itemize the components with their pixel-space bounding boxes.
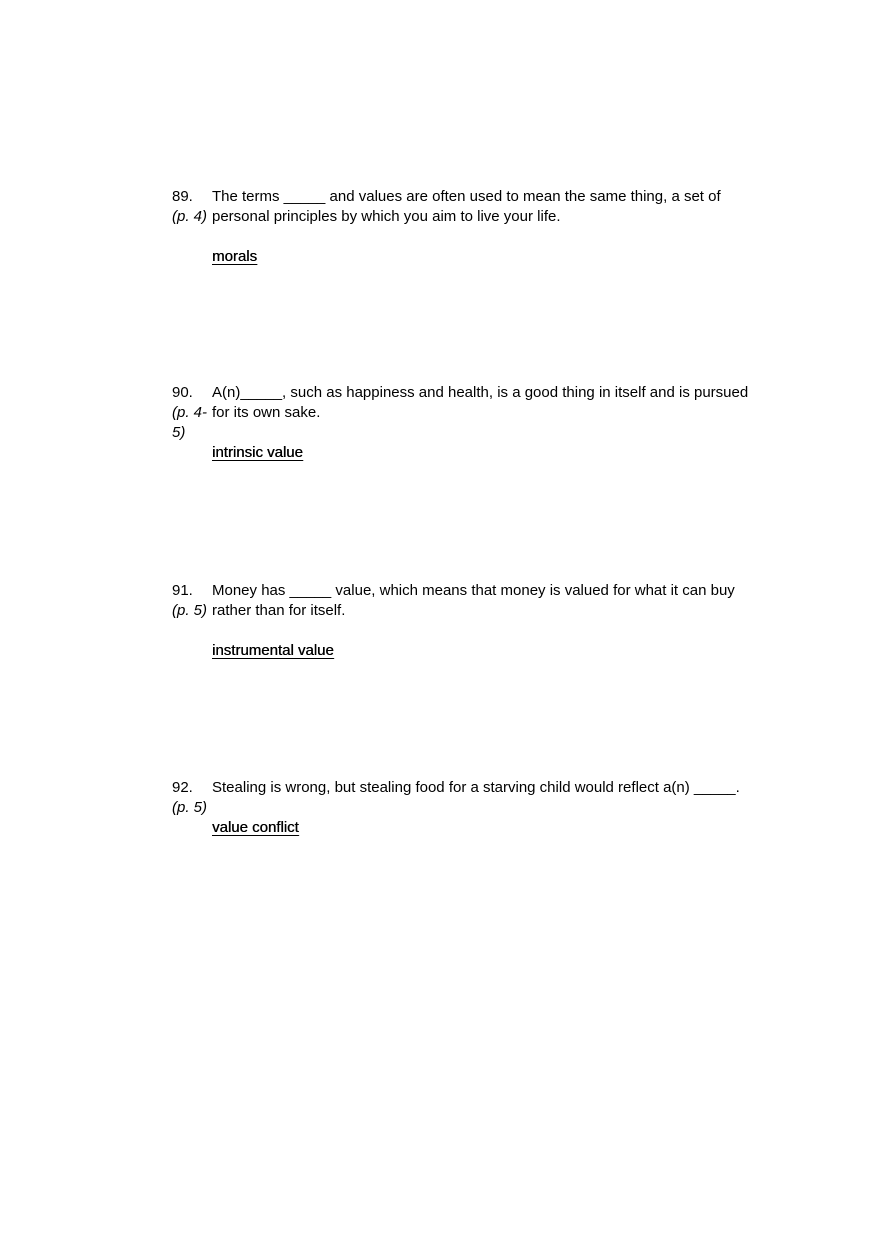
page-reference: (p. 5)	[172, 799, 208, 816]
page-reference: (p. 4)	[172, 208, 208, 225]
answer-text: instrumental value	[212, 642, 334, 659]
answer-text: intrinsic value	[212, 444, 303, 461]
question-text: The terms _____ and values are often used to mean the same thing, a set of personal principles by which you aim to live your life.	[212, 188, 721, 225]
question-text: Money has _____ value, which means that money is valued for what it can buy rather than for itself.	[212, 582, 735, 619]
question-89	[172, 187, 752, 267]
question-91	[172, 581, 752, 661]
answer-text: morals	[212, 248, 258, 265]
page-reference: (p. 4-5)	[172, 404, 208, 441]
question-number: 92.	[172, 779, 193, 796]
question-92	[172, 778, 752, 858]
page-reference: (p. 5)	[172, 602, 208, 619]
question-90	[172, 383, 752, 463]
question-text: Stealing is wrong, but stealing food for a starving child would reflect a(n) _____.	[212, 779, 740, 796]
question-number: 90.	[172, 384, 193, 401]
question-number: 91.	[172, 582, 193, 599]
answer-text: value conflict	[212, 819, 299, 836]
question-text: A(n)_____, such as happiness and health, is a good thing in itself and is pursued for its own sake.	[212, 384, 749, 421]
question-number: 89.	[172, 188, 193, 205]
